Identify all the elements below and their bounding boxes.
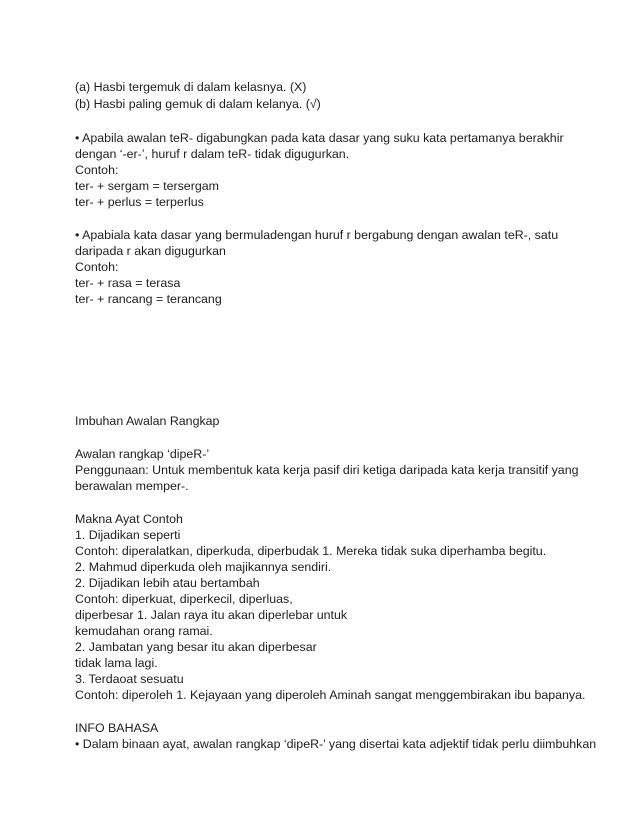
- meaning-item: 3. Terdaoat sesuatu: [75, 672, 184, 686]
- example-line: Contoh: diperkuat, diperkecil, diperluas,: [75, 592, 293, 606]
- example-line: Contoh: diperalatkan, diperkuda, diperbudak 1. Mereka tidak suka diperhamba begitu.: [75, 544, 547, 558]
- subheading: Awalan rangkap ‘dipeR-’: [75, 447, 210, 461]
- rule-text: • Apabila awalan teR- digabungkan pada kata dasar yang suku kata pertamanya berakhir: [75, 131, 564, 145]
- example-line: ter- + rasa = terasa: [75, 276, 181, 290]
- example-line: ter- + rancang = terancang: [75, 292, 222, 306]
- subheading: Makna Ayat Contoh: [75, 512, 183, 526]
- meaning-item: 1. Dijadikan seperti: [75, 528, 181, 542]
- example-line: ter- + perlus = terperlus: [75, 195, 204, 209]
- section-heading: Imbuhan Awalan Rangkap: [75, 414, 220, 428]
- example-line: 2. Jambatan yang besar itu akan diperbesar: [75, 640, 317, 654]
- usage-text: berawalan memper-.: [75, 479, 189, 493]
- example-line: diperbesar 1. Jalan raya itu akan diperlebar untuk: [75, 608, 348, 622]
- rule-text: • Apabiala kata dasar yang bermuladengan huruf r bergabung dengan awalan teR-, satu: [75, 228, 559, 242]
- example-line: tidak lama lagi.: [75, 656, 158, 670]
- example-line: Contoh: diperoleh 1. Kejayaan yang diperoleh Aminah sangat menggembirakan ibu bapanya.: [75, 688, 586, 702]
- example-line: ter- + sergam = tersergam: [75, 179, 219, 193]
- rule-text: dengan ‘-er-’, huruf r dalam teR- tidak digugurkan.: [75, 147, 350, 161]
- example-line-a: (a) Hasbi tergemuk di dalam kelasnya. (X): [75, 80, 307, 94]
- example-label: Contoh:: [75, 260, 119, 274]
- rule-text: daripada r akan digugurkan: [75, 244, 226, 258]
- usage-text: Penggunaan: Untuk membentuk kata kerja pasif diri ketiga daripada kata kerja transitif yang: [75, 463, 579, 477]
- example-line: 2. Mahmud diperkuda oleh majikannya sendiri.: [75, 560, 332, 574]
- example-label: Contoh:: [75, 163, 119, 177]
- info-heading: INFO BAHASA: [75, 721, 159, 735]
- meaning-item: 2. Dijadikan lebih atau bertambah: [75, 576, 260, 590]
- example-line: kemudahan orang ramai.: [75, 624, 213, 638]
- info-text: • Dalam binaan ayat, awalan rangkap ‘dipeR-’ yang disertai kata adjektif tidak perlu diimbuhkan: [75, 737, 597, 751]
- example-line-b: (b) Hasbi paling gemuk di dalam kelanya. (√): [75, 97, 321, 111]
